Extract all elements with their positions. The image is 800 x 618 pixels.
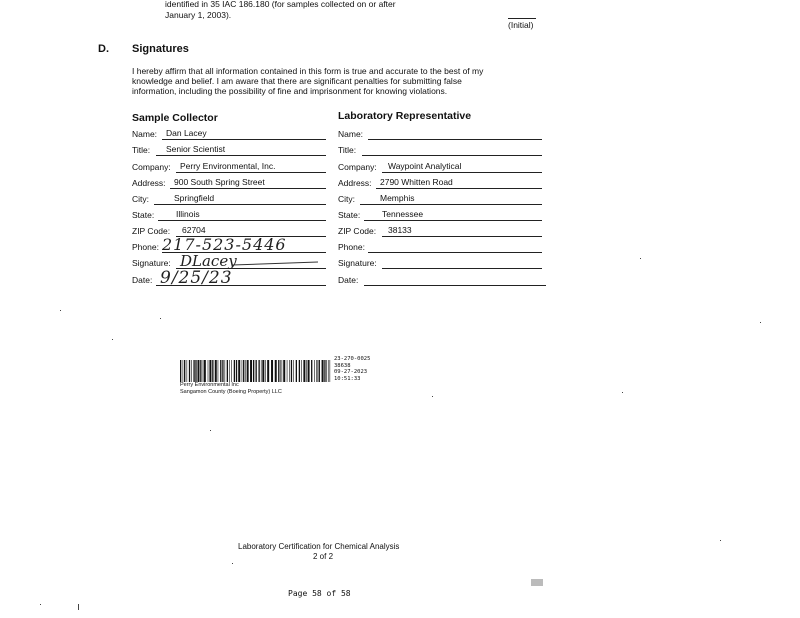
lab-state-label: State:	[338, 210, 361, 220]
barcode-bar	[324, 360, 325, 382]
barcode-bar	[236, 360, 237, 382]
collector-company-label: Company:	[132, 162, 171, 172]
barcode-time: 10:51:33	[334, 375, 361, 382]
barcode-bar	[180, 360, 181, 382]
section-title: Signatures	[132, 43, 189, 55]
barcode-sub: 38638	[334, 362, 351, 369]
barcode-bar	[317, 360, 318, 382]
lab-address-field	[338, 178, 542, 190]
barcode-bar	[209, 360, 211, 382]
continued-text-line-1: identified in 35 IAC 186.180 (for samples collected on or after	[165, 0, 396, 9]
collector-city-field	[132, 194, 326, 206]
barcode-bar	[187, 360, 188, 382]
barcode-bar	[311, 360, 312, 382]
barcode-bar	[256, 360, 257, 382]
lab-signature-label: Signature:	[338, 258, 377, 268]
lab-zip-value: 38133	[388, 225, 412, 235]
barcode-bar	[242, 360, 243, 382]
barcode-bar	[328, 360, 329, 382]
collector-phone-handwritten: 217-523-5446	[162, 235, 287, 254]
barcode-bar	[262, 360, 264, 382]
lab-city-label: City:	[338, 194, 355, 204]
lab-phone-field	[338, 242, 542, 254]
barcode-bar	[289, 360, 290, 382]
collector-title-field	[132, 145, 326, 157]
lab-date-field	[338, 275, 546, 287]
barcode-bar	[215, 360, 217, 382]
lab-rep-heading: Laboratory Representative	[338, 110, 472, 122]
barcode-bar	[229, 360, 230, 382]
barcode-bar	[278, 360, 279, 382]
barcode-bar	[296, 360, 297, 382]
barcode-client: Sangamon County (Boeing Property) LLC	[180, 389, 282, 395]
collector-city-value: Springfield	[174, 193, 215, 203]
collector-name-value: Dan Lacey	[166, 128, 207, 138]
collector-state-label: State:	[132, 210, 155, 220]
barcode-bar	[306, 360, 307, 382]
lab-company-field	[338, 162, 542, 174]
collector-state-value: Illinois	[176, 209, 200, 219]
collector-title-label: Title:	[132, 145, 151, 155]
barcode-bar	[261, 360, 262, 382]
barcode-bar	[301, 360, 302, 382]
initial-label: (Initial)	[508, 20, 534, 30]
barcode-bar	[299, 360, 300, 382]
barcode-bar	[322, 360, 324, 382]
lab-date-label: Date:	[338, 275, 359, 285]
barcode-bar	[212, 360, 213, 382]
lab-city-value: Memphis	[380, 193, 415, 203]
continued-text-line-2: January 1, 2003).	[165, 10, 232, 20]
lab-name-field	[338, 129, 542, 141]
barcode-bar	[314, 360, 315, 382]
barcode-bar	[227, 360, 228, 382]
barcode-bar	[189, 360, 190, 382]
barcode-bar	[258, 360, 259, 382]
barcode-bar	[243, 360, 244, 382]
barcode-bar	[222, 360, 223, 382]
lab-city-field	[338, 194, 542, 206]
lab-signature-field	[338, 258, 542, 270]
initial-line	[508, 18, 536, 19]
barcode-info	[334, 356, 370, 382]
sample-barcode	[180, 360, 332, 382]
lab-phone-label: Phone:	[338, 242, 365, 252]
collector-phone-label: Phone:	[132, 242, 159, 252]
barcode-bar	[203, 360, 204, 382]
barcode-bar	[319, 360, 320, 382]
lab-company-value: Waypoint Analytical	[388, 161, 462, 171]
barcode-bar	[197, 360, 199, 382]
page-number: Page 58 of 58	[288, 589, 351, 598]
lab-address-label: Address:	[338, 178, 372, 188]
collector-title-value: Senior Scientist	[166, 144, 226, 154]
collector-signature-label: Signature:	[132, 258, 171, 268]
barcode-bar	[308, 360, 310, 382]
barcode-bar	[225, 360, 226, 382]
barcode-bar	[231, 360, 232, 382]
barcode-bar	[253, 360, 254, 382]
lab-state-field	[338, 210, 542, 222]
barcode-bar	[183, 360, 184, 382]
barcode-bar	[250, 360, 252, 382]
barcode-bar	[275, 360, 277, 382]
barcode-bar	[193, 360, 194, 382]
section-letter: D.	[98, 43, 109, 55]
lab-company-label: Company:	[338, 162, 377, 172]
lab-title-field	[338, 145, 542, 157]
barcode-bar	[191, 360, 192, 382]
barcode-bar	[200, 360, 201, 382]
barcode-bar	[271, 360, 273, 382]
collector-name-label: Name:	[132, 129, 158, 139]
barcode-bar	[287, 360, 288, 382]
barcode-bar	[267, 360, 269, 382]
barcode-bar	[293, 360, 294, 382]
barcode-bar	[265, 360, 266, 382]
collector-company-field	[132, 162, 326, 174]
barcode-date: 09-27-2023	[334, 369, 368, 375]
affirmation-line-3: information, including the possibility of fine and imprisonment for knowing violations.	[132, 86, 448, 96]
barcode-bar	[195, 360, 196, 382]
collector-city-label: City:	[132, 194, 149, 204]
barcode-bar	[245, 360, 246, 382]
collector-date-handwritten: 9/25/23	[160, 268, 233, 288]
barcode-bar	[234, 360, 235, 382]
collector-date-label: Date:	[132, 275, 153, 285]
lab-name-label: Name:	[338, 129, 364, 139]
barcode-bar	[326, 360, 327, 382]
collector-address-value: 900 South Spring Street	[174, 177, 265, 187]
collector-zip-label: ZIP Code:	[132, 226, 171, 236]
lab-state-value: Tennessee	[382, 209, 424, 219]
barcode-company: Perry Environmental Inc	[180, 382, 239, 388]
collector-address-label: Address:	[132, 178, 166, 188]
barcode-bar	[291, 360, 292, 382]
collector-address-field	[132, 178, 326, 190]
collector-signature-handwritten: DLacey	[180, 252, 237, 270]
collector-company-value: Perry Environmental, Inc.	[180, 161, 276, 171]
barcode-bar	[316, 360, 317, 382]
barcode-bar	[204, 360, 206, 382]
barcode-code: 23-270-0025	[334, 356, 371, 362]
lab-zip-field	[338, 226, 542, 238]
barcode-bar	[238, 360, 240, 382]
affirmation-line-2: knowledge and belief. I am aware that there are significant penalties for submitting false	[132, 76, 462, 86]
barcode-bar	[220, 360, 221, 382]
barcode-bar	[282, 360, 283, 382]
barcode-bar	[330, 360, 331, 382]
barcode-bar	[247, 360, 249, 382]
collector-name-field	[132, 129, 326, 141]
collector-zip-value: 62704	[182, 225, 206, 235]
sample-collector-heading: Sample Collector	[132, 112, 218, 124]
scan-artifact	[531, 579, 543, 586]
barcode-bar	[283, 360, 285, 382]
barcode-bar	[218, 360, 219, 382]
collector-state-field	[132, 210, 326, 222]
lab-address-value: 2790 Whitten Road	[380, 177, 453, 187]
lab-zip-label: ZIP Code:	[338, 226, 377, 236]
barcode-bar	[280, 360, 281, 382]
cert-page-of: 2 of 2	[313, 552, 334, 561]
lab-title-label: Title:	[338, 145, 357, 155]
barcode-bar	[208, 360, 209, 382]
cert-title: Laboratory Certification for Chemical Analysis	[238, 542, 400, 551]
barcode-bar	[303, 360, 305, 382]
affirmation-line-1: I hereby affirm that all information contained in this form is true and accurate to the best of my	[132, 66, 484, 76]
barcode-bar	[184, 360, 185, 382]
